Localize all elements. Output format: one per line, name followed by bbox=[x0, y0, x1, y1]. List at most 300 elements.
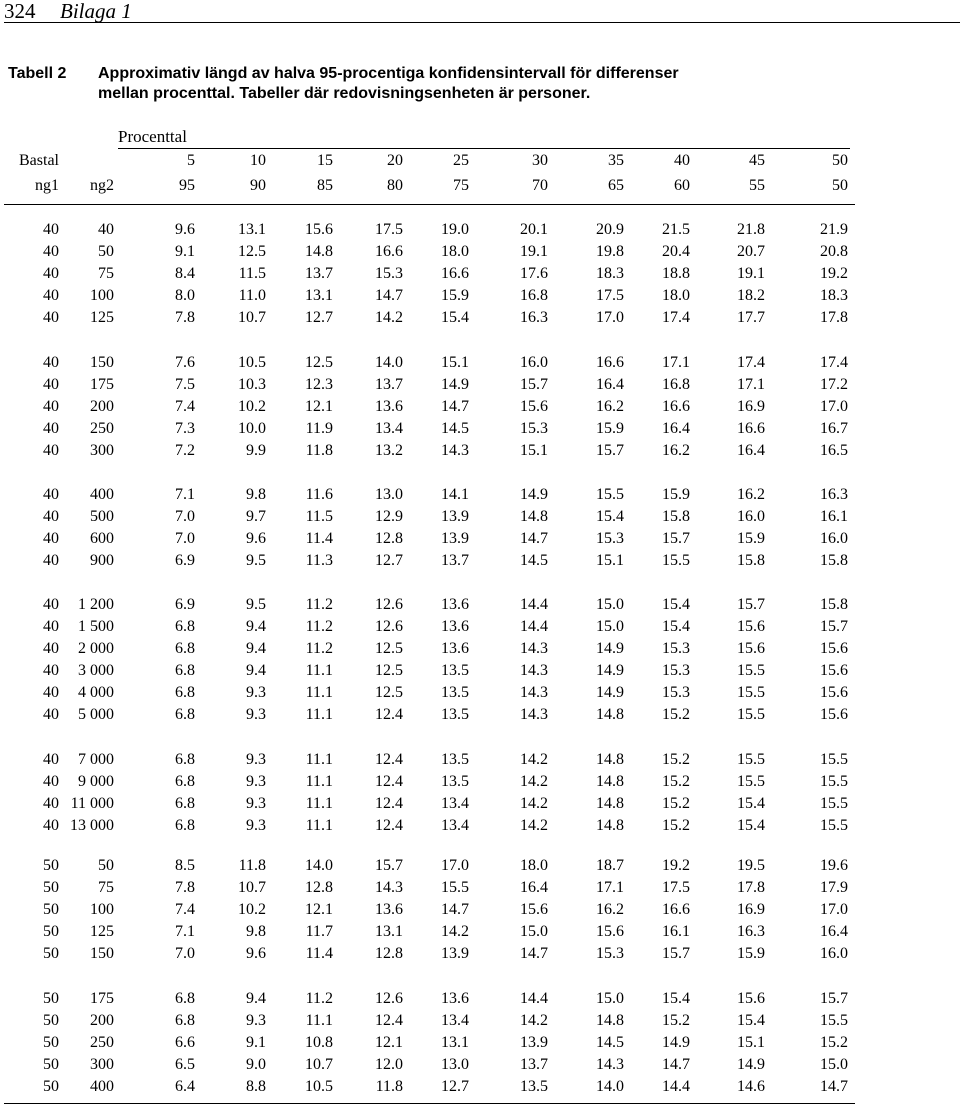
table-cell: 14.7 bbox=[820, 1078, 848, 1095]
table-cell: 11.1 bbox=[305, 751, 333, 768]
table-cell: 6.8 bbox=[175, 1012, 195, 1029]
table-cell: 19.5 bbox=[737, 857, 765, 874]
table-cell: 4 000 bbox=[78, 684, 114, 701]
table-cell: 20.1 bbox=[520, 221, 548, 238]
table-cell: 15.5 bbox=[737, 662, 765, 679]
table-row bbox=[0, 307, 960, 329]
table-row bbox=[0, 855, 960, 877]
table-cell: 14.4 bbox=[662, 1078, 690, 1095]
table-cell: 200 bbox=[90, 1012, 114, 1029]
table-cell: 20.4 bbox=[662, 243, 690, 260]
table-cell: 17.0 bbox=[441, 857, 469, 874]
table-cell: 15.6 bbox=[305, 221, 333, 238]
table-cell: 250 bbox=[90, 420, 114, 437]
table-cell: 14.4 bbox=[520, 618, 548, 635]
table-row bbox=[0, 815, 960, 837]
table-cell: 14.3 bbox=[596, 1056, 624, 1073]
table-cell: 15.6 bbox=[520, 901, 548, 918]
table-cell: 17.1 bbox=[662, 354, 690, 371]
table-cell: 400 bbox=[90, 486, 114, 503]
table-row bbox=[0, 704, 960, 726]
table-cell: 14.7 bbox=[441, 901, 469, 918]
table-cell: 16.6 bbox=[596, 354, 624, 371]
table-cell: 16.0 bbox=[520, 354, 548, 371]
table-cell: 7.6 bbox=[175, 354, 195, 371]
table-cell: 15.0 bbox=[820, 1056, 848, 1073]
table-cell: 40 bbox=[43, 287, 59, 304]
table-cell: 9 000 bbox=[78, 773, 114, 790]
table-cell: 16.0 bbox=[820, 945, 848, 962]
table-cell: 15.3 bbox=[596, 945, 624, 962]
table-cell: 14.7 bbox=[520, 945, 548, 962]
table-row bbox=[0, 374, 960, 396]
table-cell: 11.8 bbox=[305, 442, 333, 459]
table-cell: 40 bbox=[43, 486, 59, 503]
table-cell: 15.4 bbox=[737, 817, 765, 834]
table-cell: 5 000 bbox=[78, 706, 114, 723]
table-cell: 40 bbox=[43, 265, 59, 282]
table-cell: 15.8 bbox=[820, 596, 848, 613]
table-cell: 15.5 bbox=[737, 684, 765, 701]
table-cell: 15.7 bbox=[820, 618, 848, 635]
table-cell: 20 bbox=[387, 152, 403, 169]
table-cell: 16.0 bbox=[737, 508, 765, 525]
table-cell: 17.0 bbox=[820, 398, 848, 415]
table-cell: 15.6 bbox=[737, 618, 765, 635]
table-cell: 10.8 bbox=[305, 1034, 333, 1051]
table-cell: 40 bbox=[43, 795, 59, 812]
table-cell: 9.4 bbox=[246, 990, 266, 1007]
table-cell: 17.0 bbox=[596, 309, 624, 326]
table-cell: 14.3 bbox=[520, 662, 548, 679]
table-cell: 15.1 bbox=[520, 442, 548, 459]
table-cell: 50 bbox=[43, 1056, 59, 1073]
table-cell: 14.8 bbox=[596, 773, 624, 790]
table-cell: 14.2 bbox=[520, 751, 548, 768]
table-cell: 9.4 bbox=[246, 640, 266, 657]
table-cell: 40 bbox=[43, 751, 59, 768]
table-cell: 5 bbox=[187, 152, 195, 169]
table-cell: 14.0 bbox=[375, 354, 403, 371]
table-cell: 12.6 bbox=[375, 618, 403, 635]
table-cell: 11.2 bbox=[305, 596, 333, 613]
table-caption-line-1: Approximativ längd av halva 95-procentiga konfidensintervall för differenser bbox=[98, 65, 679, 82]
table-cell: 8.0 bbox=[175, 287, 195, 304]
table-cell: 14.6 bbox=[737, 1078, 765, 1095]
table-cell: 13.4 bbox=[441, 817, 469, 834]
table-row bbox=[0, 396, 960, 418]
table-cell: 15.1 bbox=[596, 552, 624, 569]
table-cell: 12.6 bbox=[375, 596, 403, 613]
table-cell: 11.7 bbox=[305, 923, 333, 940]
table-cell: 9.5 bbox=[246, 552, 266, 569]
table-header-row bbox=[0, 175, 960, 197]
table-caption-line-2: mellan procenttal. Tabeller där redovisningsenheten är personer. bbox=[98, 85, 591, 102]
table-cell: 20.7 bbox=[737, 243, 765, 260]
table-cell: 12.5 bbox=[238, 243, 266, 260]
table-cell: 16.9 bbox=[737, 398, 765, 415]
table-cell: 15.6 bbox=[820, 706, 848, 723]
table-cell: 60 bbox=[674, 177, 690, 194]
table-cell: 9.3 bbox=[246, 751, 266, 768]
table-cell: 21.5 bbox=[662, 221, 690, 238]
table-cell: 14.5 bbox=[596, 1034, 624, 1051]
table-cell: 10.5 bbox=[238, 354, 266, 371]
table-cell: 15.6 bbox=[820, 640, 848, 657]
table-cell: 19.8 bbox=[596, 243, 624, 260]
table-cell: 40 bbox=[43, 376, 59, 393]
table-cell: 11.1 bbox=[305, 1012, 333, 1029]
table-cell: 12.1 bbox=[375, 1034, 403, 1051]
table-cell: 12.0 bbox=[375, 1056, 403, 1073]
table-cell: 13.6 bbox=[441, 640, 469, 657]
table-cell: 16.6 bbox=[662, 901, 690, 918]
running-section-title: Bilaga 1 bbox=[60, 0, 132, 23]
table-cell: 8.4 bbox=[175, 265, 195, 282]
table-cell: 18.2 bbox=[737, 287, 765, 304]
table-cell: 6.8 bbox=[175, 706, 195, 723]
table-cell: 11.1 bbox=[305, 773, 333, 790]
table-cell: 40 bbox=[43, 817, 59, 834]
table-cell: 15.9 bbox=[737, 945, 765, 962]
table-cell: 40 bbox=[43, 662, 59, 679]
table-cell: 21.9 bbox=[820, 221, 848, 238]
table-cell: 9.0 bbox=[246, 1056, 266, 1073]
table-cell: 9.4 bbox=[246, 662, 266, 679]
table-cell: 17.2 bbox=[820, 376, 848, 393]
table-cell: 16.2 bbox=[596, 398, 624, 415]
table-cell: 12.4 bbox=[375, 773, 403, 790]
table-cell: 16.4 bbox=[520, 879, 548, 896]
table-cell: 7.1 bbox=[175, 923, 195, 940]
table-cell: 11.1 bbox=[305, 817, 333, 834]
table-cell: 90 bbox=[250, 177, 266, 194]
table-cell: 15.1 bbox=[441, 354, 469, 371]
table-cell: 6.8 bbox=[175, 795, 195, 812]
table-cell: 18.3 bbox=[820, 287, 848, 304]
page-number: 324 bbox=[4, 0, 36, 23]
table-cell: 13.7 bbox=[375, 376, 403, 393]
table-row bbox=[0, 263, 960, 285]
table-cell: 15.0 bbox=[596, 596, 624, 613]
table-cell: 6.9 bbox=[175, 596, 195, 613]
table-cell: 19.2 bbox=[662, 857, 690, 874]
table-cell: 18.0 bbox=[441, 243, 469, 260]
table-cell: 11.9 bbox=[305, 420, 333, 437]
table-cell: 50 bbox=[43, 923, 59, 940]
table-cell: 13.9 bbox=[441, 508, 469, 525]
table-cell: 14.9 bbox=[596, 640, 624, 657]
table-cell: 15.2 bbox=[662, 1012, 690, 1029]
table-cell: 11.6 bbox=[305, 486, 333, 503]
table-cell: 14.3 bbox=[441, 442, 469, 459]
table-cell: 15.2 bbox=[662, 795, 690, 812]
table-cell: 19.6 bbox=[820, 857, 848, 874]
table-cell: 13.6 bbox=[375, 901, 403, 918]
table-cell: 15.1 bbox=[737, 1034, 765, 1051]
table-cell: 15.8 bbox=[662, 508, 690, 525]
table-cell: 15.6 bbox=[520, 398, 548, 415]
table-header-row bbox=[0, 150, 960, 172]
table-cell: 15.5 bbox=[737, 773, 765, 790]
table-row bbox=[0, 660, 960, 682]
table-cell: 15.3 bbox=[596, 530, 624, 547]
table-cell: 250 bbox=[90, 1034, 114, 1051]
table-cell: 15.7 bbox=[820, 990, 848, 1007]
table-cell: 17.4 bbox=[820, 354, 848, 371]
table-cell: 16.4 bbox=[820, 923, 848, 940]
table-cell: 12.8 bbox=[375, 945, 403, 962]
table-cell: 13.1 bbox=[305, 287, 333, 304]
table-cell: 17.5 bbox=[375, 221, 403, 238]
table-cell: 13.9 bbox=[441, 530, 469, 547]
table-cell: 13.6 bbox=[375, 398, 403, 415]
table-cell: 14.3 bbox=[520, 706, 548, 723]
table-cell: 7.1 bbox=[175, 486, 195, 503]
table-cell: 6.5 bbox=[175, 1056, 195, 1073]
table-cell: 15.5 bbox=[820, 751, 848, 768]
table-cell: 40 bbox=[43, 596, 59, 613]
table-cell: 50 bbox=[43, 1012, 59, 1029]
table-cell: 15.9 bbox=[596, 420, 624, 437]
table-cell: 7.8 bbox=[175, 309, 195, 326]
table-cell: 14.9 bbox=[596, 684, 624, 701]
table-cell: 16.1 bbox=[820, 508, 848, 525]
table-cell: 9.8 bbox=[246, 486, 266, 503]
table-cell: 14.5 bbox=[520, 552, 548, 569]
table-cell: 1 200 bbox=[78, 596, 114, 613]
table-cell: 16.0 bbox=[820, 530, 848, 547]
table-cell: 15.0 bbox=[596, 618, 624, 635]
table-cell: 16.3 bbox=[520, 309, 548, 326]
table-cell: 15.4 bbox=[662, 618, 690, 635]
table-row bbox=[0, 1054, 960, 1076]
table-cell: 15.2 bbox=[662, 706, 690, 723]
table-cell: 11.2 bbox=[305, 640, 333, 657]
table-cell: 11 000 bbox=[70, 795, 114, 812]
table-cell: 14.9 bbox=[737, 1056, 765, 1073]
table-cell: 17.4 bbox=[737, 354, 765, 371]
table-cell: 10.7 bbox=[305, 1056, 333, 1073]
table-cell: 40 bbox=[43, 618, 59, 635]
table-cell: 14.9 bbox=[441, 376, 469, 393]
table-cell: 14.9 bbox=[662, 1034, 690, 1051]
table-cell: 25 bbox=[453, 152, 469, 169]
table-cell: 13.4 bbox=[441, 1012, 469, 1029]
table-cell: 16.8 bbox=[662, 376, 690, 393]
table-cell: 12.6 bbox=[375, 990, 403, 1007]
table-cell: 6.8 bbox=[175, 684, 195, 701]
table-row bbox=[0, 943, 960, 965]
table-row bbox=[0, 241, 960, 263]
table-cell: 13.1 bbox=[441, 1034, 469, 1051]
table-cell: 12.5 bbox=[375, 640, 403, 657]
table-cell: 16.9 bbox=[737, 901, 765, 918]
table-cell: 10.3 bbox=[238, 376, 266, 393]
table-cell: 11.1 bbox=[305, 795, 333, 812]
table-cell: 12.9 bbox=[375, 508, 403, 525]
table-cell: 9.3 bbox=[246, 1012, 266, 1029]
table-cell: 14.8 bbox=[596, 751, 624, 768]
table-cell: 12.1 bbox=[305, 901, 333, 918]
table-cell: 15.4 bbox=[596, 508, 624, 525]
table-cell: 15.7 bbox=[662, 945, 690, 962]
table-cell: 50 bbox=[43, 1078, 59, 1095]
page-header bbox=[4, 0, 960, 23]
table-cell: 12.5 bbox=[375, 684, 403, 701]
table-cell: 14.2 bbox=[441, 923, 469, 940]
table-cell: 19.2 bbox=[820, 265, 848, 282]
table-cell: 15.4 bbox=[662, 990, 690, 1007]
table-cell: 150 bbox=[90, 945, 114, 962]
table-cell: 12.1 bbox=[305, 398, 333, 415]
table-cell: 40 bbox=[43, 420, 59, 437]
table-cell: 12.4 bbox=[375, 751, 403, 768]
table-row bbox=[0, 418, 960, 440]
table-cell: 40 bbox=[43, 684, 59, 701]
table-cell: 9.6 bbox=[246, 530, 266, 547]
table-cell: 400 bbox=[90, 1078, 114, 1095]
table-cell: 175 bbox=[90, 990, 114, 1007]
table-cell: 40 bbox=[43, 221, 59, 238]
table-cell: 14.9 bbox=[520, 486, 548, 503]
table-cell: 100 bbox=[90, 287, 114, 304]
table-cell: 40 bbox=[43, 552, 59, 569]
table-cell: 15.4 bbox=[662, 596, 690, 613]
table-cell: 9.1 bbox=[246, 1034, 266, 1051]
table-row bbox=[0, 921, 960, 943]
table-cell: 18.8 bbox=[662, 265, 690, 282]
table-cell: 14.3 bbox=[520, 684, 548, 701]
table-cell: 17.7 bbox=[737, 309, 765, 326]
table-cell: 15.9 bbox=[441, 287, 469, 304]
table-cell: 17.5 bbox=[662, 879, 690, 896]
table-row bbox=[0, 793, 960, 815]
table-cell: 15.8 bbox=[820, 552, 848, 569]
table-cell: 15.9 bbox=[737, 530, 765, 547]
table-cell: 14.2 bbox=[520, 1012, 548, 1029]
table-cell: 14.2 bbox=[520, 773, 548, 790]
table-cell: 13.7 bbox=[305, 265, 333, 282]
table-cell: 15.4 bbox=[737, 795, 765, 812]
table-cell: 15.8 bbox=[737, 552, 765, 569]
table-cell: 16.6 bbox=[662, 398, 690, 415]
table-cell: 45 bbox=[749, 152, 765, 169]
table-row bbox=[0, 484, 960, 506]
table-cell: 15 bbox=[317, 152, 333, 169]
table-cell: 15.5 bbox=[820, 795, 848, 812]
table-cell: 19.0 bbox=[441, 221, 469, 238]
table-cell: 15.3 bbox=[520, 420, 548, 437]
table-cell: 15.3 bbox=[662, 662, 690, 679]
table-cell: 50 bbox=[43, 901, 59, 918]
table-cell: 15.6 bbox=[820, 662, 848, 679]
table-cell: 50 bbox=[43, 879, 59, 896]
table-cell: 17.1 bbox=[737, 376, 765, 393]
table-cell: 9.3 bbox=[246, 795, 266, 812]
table-row bbox=[0, 638, 960, 660]
table-cell: 50 bbox=[98, 857, 114, 874]
table-cell: 18.3 bbox=[596, 265, 624, 282]
table-caption-label: Tabell 2 bbox=[8, 65, 67, 82]
table-cell: Bastal bbox=[19, 152, 59, 169]
table-cell: 6.8 bbox=[175, 817, 195, 834]
table-cell: 18.7 bbox=[596, 857, 624, 874]
table-cell: 13.0 bbox=[375, 486, 403, 503]
table-cell: 40 bbox=[43, 530, 59, 547]
table-cell: 6.6 bbox=[175, 1034, 195, 1051]
table-cell: 55 bbox=[749, 177, 765, 194]
table-cell: 12.5 bbox=[375, 662, 403, 679]
table-cell: 9.3 bbox=[246, 684, 266, 701]
column-group-label: Procenttal bbox=[118, 127, 187, 146]
table-cell: 10.5 bbox=[305, 1078, 333, 1095]
table-cell: 11.5 bbox=[305, 508, 333, 525]
table-cell: 17.9 bbox=[820, 879, 848, 896]
table-cell: 85 bbox=[317, 177, 333, 194]
table-cell: 16.7 bbox=[820, 420, 848, 437]
table-cell: 14.8 bbox=[596, 706, 624, 723]
table-cell: 11.3 bbox=[305, 552, 333, 569]
table-cell: 40 bbox=[98, 221, 114, 238]
table-cell: 20.9 bbox=[596, 221, 624, 238]
table-cell: 100 bbox=[90, 901, 114, 918]
table-cell: 16.4 bbox=[737, 442, 765, 459]
table-cell: 13.5 bbox=[441, 706, 469, 723]
table-cell: 95 bbox=[179, 177, 195, 194]
table-cell: 16.4 bbox=[596, 376, 624, 393]
table-cell: 15.5 bbox=[820, 773, 848, 790]
table-cell: 50 bbox=[98, 243, 114, 260]
table-cell: 50 bbox=[43, 857, 59, 874]
table-cell: 70 bbox=[532, 177, 548, 194]
table-cell: 14.5 bbox=[441, 420, 469, 437]
table-cell: 15.0 bbox=[520, 923, 548, 940]
table-cell: 13.5 bbox=[441, 751, 469, 768]
table-cell: 10 bbox=[250, 152, 266, 169]
table-cell: 65 bbox=[608, 177, 624, 194]
table-cell: 75 bbox=[98, 879, 114, 896]
table-cell: 80 bbox=[387, 177, 403, 194]
table-cell: 14.0 bbox=[305, 857, 333, 874]
table-cell: 12.8 bbox=[375, 530, 403, 547]
table-cell: 12.4 bbox=[375, 795, 403, 812]
table-cell: 12.5 bbox=[305, 354, 333, 371]
table-cell: 11.0 bbox=[238, 287, 266, 304]
table-cell: 17.8 bbox=[737, 879, 765, 896]
table-cell: 13.4 bbox=[441, 795, 469, 812]
table-row bbox=[0, 749, 960, 771]
table-cell: 13 000 bbox=[70, 817, 114, 834]
table-cell: 9.3 bbox=[246, 817, 266, 834]
table-cell: 14.0 bbox=[596, 1078, 624, 1095]
table-cell: 14.7 bbox=[375, 287, 403, 304]
table-cell: 16.4 bbox=[662, 420, 690, 437]
table-cell: 12.4 bbox=[375, 706, 403, 723]
table-cell: 9.9 bbox=[246, 442, 266, 459]
table-row bbox=[0, 1032, 960, 1054]
table-cell: 15.5 bbox=[820, 817, 848, 834]
table-cell: 7.0 bbox=[175, 945, 195, 962]
table-cell: 8.5 bbox=[175, 857, 195, 874]
table-cell: 15.5 bbox=[662, 552, 690, 569]
table-cell: 14.3 bbox=[375, 879, 403, 896]
table-cell: 40 bbox=[43, 354, 59, 371]
table-cell: 40 bbox=[43, 442, 59, 459]
table-bottom-rule bbox=[4, 1103, 855, 1104]
table-cell: 9.3 bbox=[246, 706, 266, 723]
table-cell: 6.8 bbox=[175, 640, 195, 657]
